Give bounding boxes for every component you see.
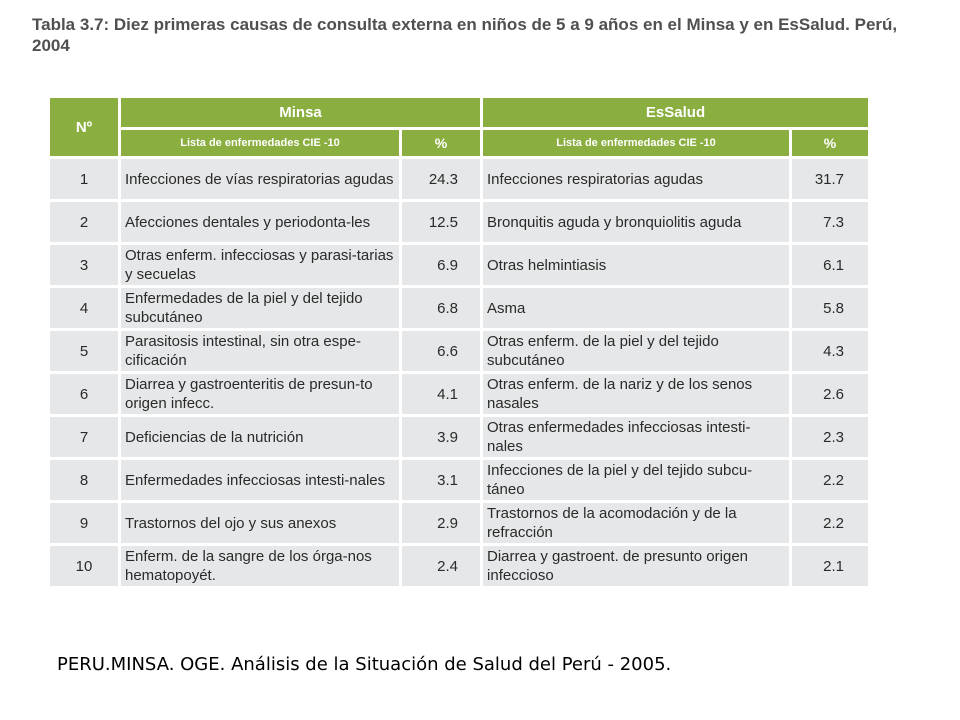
row-number: 7 <box>50 417 118 457</box>
table-title <box>32 14 912 56</box>
header-minsa-list: Lista de enfermedades CIE -10 <box>121 130 399 156</box>
row-number: 5 <box>50 331 118 371</box>
essalud-percent: 2.2 <box>792 503 868 543</box>
row-number: 2 <box>50 202 118 242</box>
minsa-disease: Diarrea y gastroenteritis de presun-to origen infecc. <box>121 374 399 414</box>
table-title-text: Diez primeras causas de consulta externa en niños de 5 a 9 años en el Minsa y en EsSalud. Perú, 2004 <box>32 15 898 55</box>
essalud-disease: Trastornos de la acomodación y de la refracción <box>483 503 789 543</box>
row-number: 4 <box>50 288 118 328</box>
table-row <box>50 374 868 414</box>
minsa-percent: 6.6 <box>402 331 480 371</box>
essalud-disease: Infecciones respiratorias agudas <box>483 159 789 199</box>
row-number: 10 <box>50 546 118 586</box>
essalud-percent: 31.7 <box>792 159 868 199</box>
row-number: 1 <box>50 159 118 199</box>
minsa-percent: 2.9 <box>402 503 480 543</box>
essalud-disease: Otras enferm. de la nariz y de los senos nasales <box>483 374 789 414</box>
essalud-disease: Diarrea y gastroent. de presunto origen infeccioso <box>483 546 789 586</box>
minsa-percent: 3.1 <box>402 460 480 500</box>
table-row <box>50 546 868 586</box>
table-row <box>50 245 868 285</box>
minsa-disease: Enferm. de la sangre de los órga-nos hematopoyét. <box>121 546 399 586</box>
row-number: 6 <box>50 374 118 414</box>
table-row <box>50 202 868 242</box>
minsa-disease: Infecciones de vías respiratorias agudas <box>121 159 399 199</box>
table-row <box>50 159 868 199</box>
table-row <box>50 417 868 457</box>
header-minsa: Minsa <box>121 98 480 127</box>
essalud-percent: 6.1 <box>792 245 868 285</box>
essalud-disease: Otras enfermedades infecciosas intesti-nales <box>483 417 789 457</box>
minsa-percent: 4.1 <box>402 374 480 414</box>
source-citation: PERU.MINSA. OGE. Análisis de la Situación de Salud del Perú - 2005. <box>57 654 672 675</box>
table-body <box>50 159 868 586</box>
minsa-percent: 6.8 <box>402 288 480 328</box>
essalud-percent: 5.8 <box>792 288 868 328</box>
minsa-disease: Afecciones dentales y periodonta-les <box>121 202 399 242</box>
essalud-percent: 2.3 <box>792 417 868 457</box>
minsa-percent: 3.9 <box>402 417 480 457</box>
table-row <box>50 331 868 371</box>
minsa-disease: Enfermedades infecciosas intesti-nales <box>121 460 399 500</box>
row-number: 8 <box>50 460 118 500</box>
essalud-percent: 4.3 <box>792 331 868 371</box>
header-number: Nº <box>50 98 118 156</box>
essalud-disease: Otras helmintiasis <box>483 245 789 285</box>
minsa-disease: Enfermedades de la piel y del tejido subcutáneo <box>121 288 399 328</box>
table-row <box>50 288 868 328</box>
header-essalud-pct: % <box>792 130 868 156</box>
minsa-percent: 2.4 <box>402 546 480 586</box>
minsa-disease: Trastornos del ojo y sus anexos <box>121 503 399 543</box>
minsa-percent: 6.9 <box>402 245 480 285</box>
minsa-disease: Deficiencias de la nutrición <box>121 417 399 457</box>
table-row <box>50 460 868 500</box>
minsa-disease: Otras enferm. infecciosas y parasi-tarias y secuelas <box>121 245 399 285</box>
minsa-percent: 12.5 <box>402 202 480 242</box>
essalud-disease: Infecciones de la piel y del tejido subcu-táneo <box>483 460 789 500</box>
consultation-table <box>47 95 871 589</box>
table-title-label: Tabla 3.7: <box>32 15 110 34</box>
essalud-disease: Asma <box>483 288 789 328</box>
row-number: 3 <box>50 245 118 285</box>
minsa-percent: 24.3 <box>402 159 480 199</box>
essalud-disease: Bronquitis aguda y bronquiolitis aguda <box>483 202 789 242</box>
essalud-percent: 2.6 <box>792 374 868 414</box>
essalud-percent: 7.3 <box>792 202 868 242</box>
minsa-disease: Parasitosis intestinal, sin otra espe-cificación <box>121 331 399 371</box>
row-number: 9 <box>50 503 118 543</box>
essalud-percent: 2.1 <box>792 546 868 586</box>
header-minsa-pct: % <box>402 130 480 156</box>
header-essalud: EsSalud <box>483 98 868 127</box>
essalud-percent: 2.2 <box>792 460 868 500</box>
essalud-disease: Otras enferm. de la piel y del tejido subcutáneo <box>483 331 789 371</box>
table-row <box>50 503 868 543</box>
header-essalud-list: Lista de enfermedades CIE -10 <box>483 130 789 156</box>
